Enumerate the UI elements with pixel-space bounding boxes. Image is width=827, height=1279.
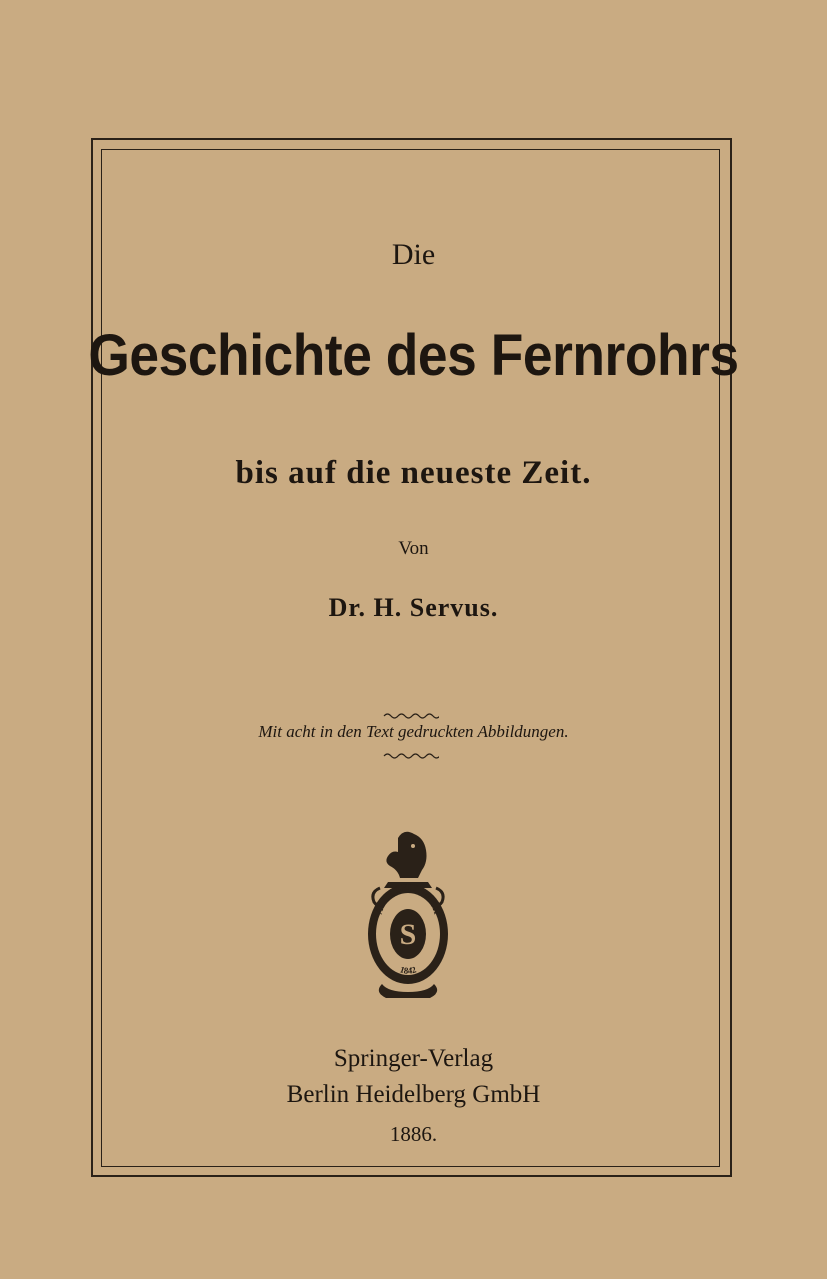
publisher-name: Springer-Verlag xyxy=(333,1045,494,1072)
book-title: Geschichte des Fernrohrs xyxy=(88,323,739,388)
logo-monogram: S xyxy=(399,918,417,951)
logo-year-text: 1842 xyxy=(398,964,418,976)
title-article: Die xyxy=(391,238,436,271)
logo-motto-text: ALLE ZEIT WACH xyxy=(373,881,443,916)
illustrations-note: Mit acht in den Text gedruckten Abbildungen. xyxy=(258,722,569,741)
springer-horse-logo-icon xyxy=(358,826,458,1006)
ornament-squiggle-top xyxy=(383,712,439,720)
publication-year: 1886. xyxy=(389,1122,438,1146)
publisher-location: Berlin Heidelberg GmbH xyxy=(286,1081,541,1108)
author-name: Dr. H. Servus. xyxy=(328,593,499,622)
book-subtitle: bis auf die neueste Zeit. xyxy=(235,455,592,491)
inner-border xyxy=(101,149,720,1167)
by-line: Von xyxy=(398,538,429,559)
ornament-squiggle-bottom xyxy=(383,752,439,760)
